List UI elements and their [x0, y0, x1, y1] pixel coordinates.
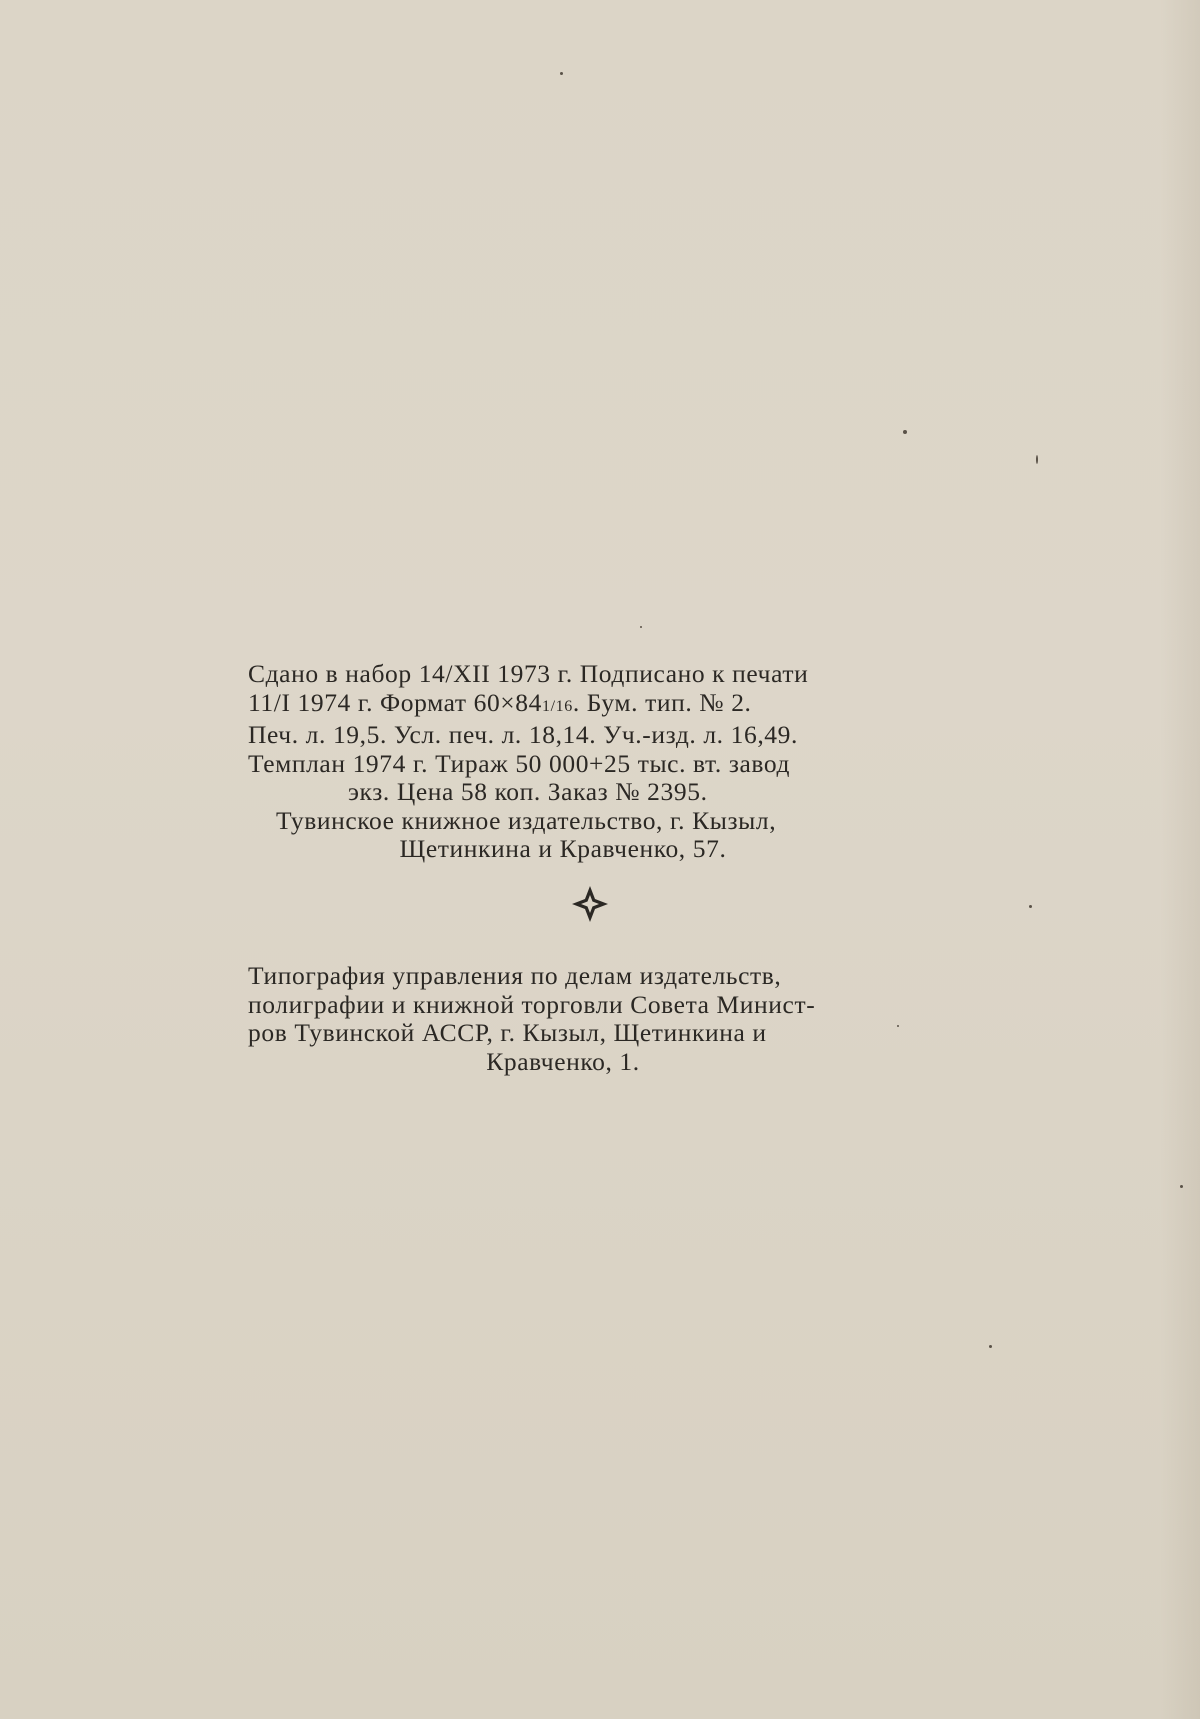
- paper-speck: [1029, 905, 1032, 908]
- imprint-line-1: [248, 660, 878, 689]
- imprint-line-3: Печ. л. 19,5. Усл. печ. л. 18,14. Уч.-изд. л. 16,49.: [248, 720, 798, 749]
- printery-line-2: полиграфии и книжной торговли Совета Минист-: [248, 989, 816, 1019]
- imprint-line-7: Щетинкина и Кравченко, 57.: [399, 834, 727, 863]
- imprint-block: [248, 660, 878, 864]
- printery-line-3: ров Тувинской АССР, г. Кызыл, Щетинкина и: [248, 1018, 767, 1047]
- imprint-format-fraction: 1/16: [542, 697, 573, 715]
- imprint-line-5: экз. Цена 58 коп. Заказ № 2395.: [348, 777, 708, 806]
- four-point-star-ornament-icon: [570, 884, 610, 924]
- printery-line-4: Кравченко, 1.: [486, 1046, 640, 1076]
- imprint-line-6: Тувинское книжное издательство, г. Кызыл,: [276, 805, 777, 835]
- imprint-line-1-text: Сдано в набор 14/XII 1973 г. Подписано к печати: [248, 659, 809, 688]
- paper-speck: [1180, 1185, 1183, 1188]
- imprint-format-text: 11/I 1974 г. Формат 60×84: [248, 687, 542, 717]
- paper-speck: [1036, 455, 1038, 464]
- page-edge-shadow: [1160, 0, 1200, 1719]
- paper-speck: [560, 72, 563, 75]
- imprint-paper-type: . Бум. тип. № 2.: [572, 687, 752, 717]
- imprint-line-2: [248, 689, 878, 722]
- imprint-line-4: Темплан 1974 г. Тираж 50 000+25 тыс. вт. завод: [248, 748, 791, 778]
- paper-speck: [897, 1025, 899, 1027]
- paper-speck: [640, 626, 642, 628]
- paper-speck: [989, 1345, 992, 1348]
- imprint-line-2-start: [248, 689, 752, 722]
- paper-speck: [903, 430, 907, 434]
- printery-line-1: Типография управления по делам издательств,: [248, 961, 782, 990]
- printery-block: [248, 962, 878, 1076]
